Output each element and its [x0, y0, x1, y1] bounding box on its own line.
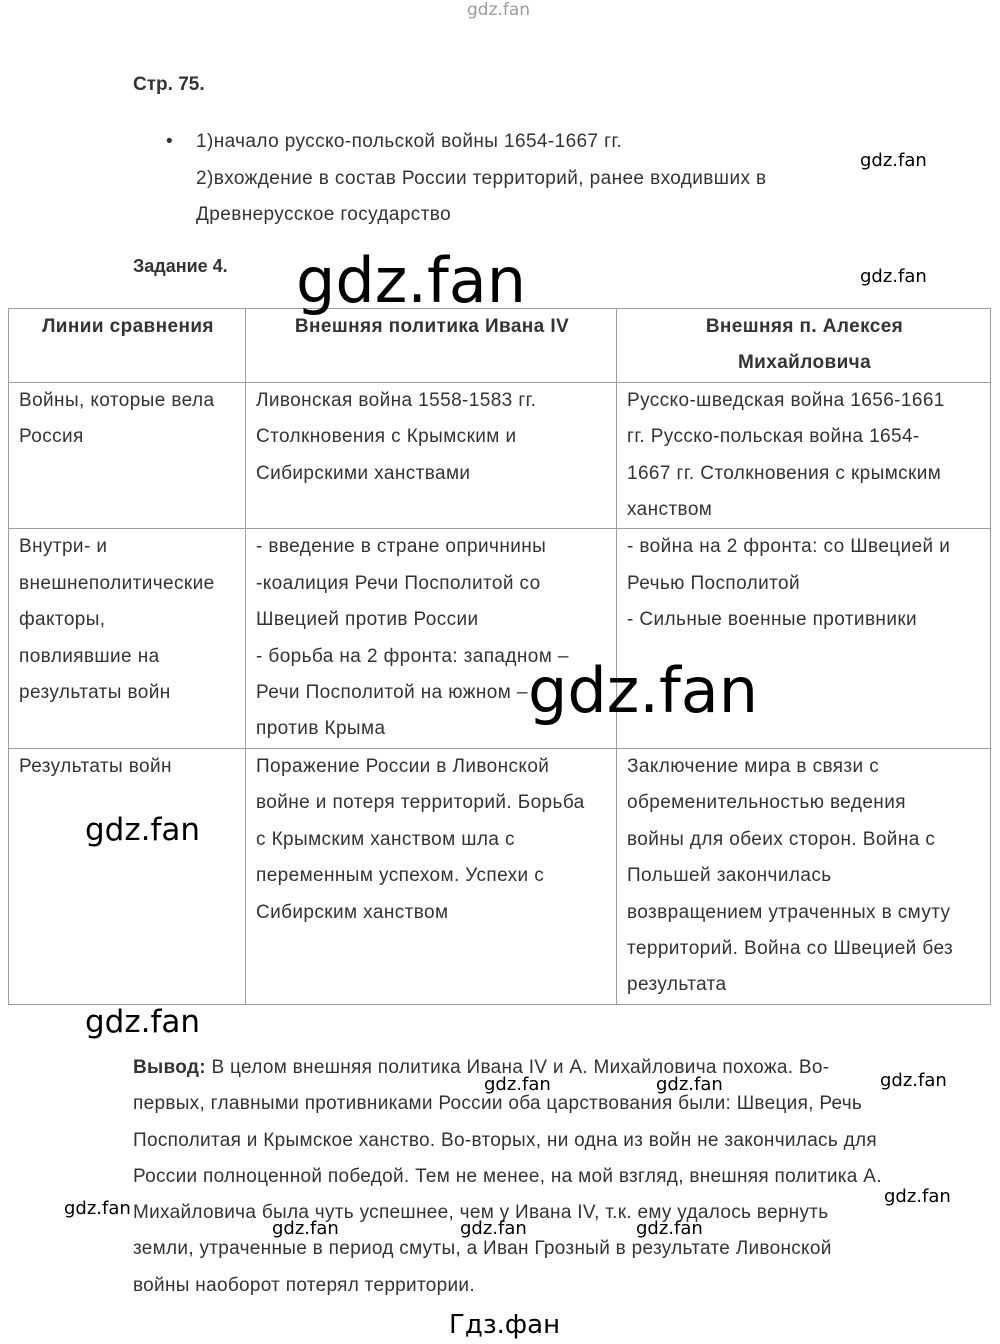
- footer-watermark: Гдз.фан: [449, 1310, 561, 1340]
- cell-line: Поражение России в Ливонской: [256, 755, 550, 777]
- bullet-line: 2)вхождение в состав России территорий, ранее входивших в: [196, 167, 767, 189]
- conclusion-label: Вывод:: [133, 1057, 206, 1078]
- cell-line: повлиявшие на: [19, 645, 160, 667]
- watermark-small: gdz.fan: [460, 1218, 527, 1239]
- watermark-small: gdz.fan: [272, 1218, 339, 1239]
- cell-line: территорий. Война со Швецией без: [627, 937, 954, 959]
- cell-line: Польшей закончилась: [627, 865, 832, 887]
- cell-line: - введение в стране опричнины: [256, 536, 547, 558]
- conclusion-line: войны наоборот потерял территории.: [133, 1274, 475, 1296]
- watermark-small: gdz.fan: [636, 1218, 703, 1239]
- table-cell: [9, 748, 246, 1004]
- watermark-small: gdz.fan: [656, 1074, 723, 1095]
- cell-line: -коалиция Речи Посполитой со: [256, 572, 541, 594]
- cell-line: Внутри- и: [19, 536, 108, 558]
- header-cell: [617, 309, 991, 383]
- header-cell: [246, 309, 617, 383]
- table-cell: [617, 748, 991, 1004]
- cell-line: Результаты войн: [19, 755, 172, 777]
- cell-line: Заключение мира в связи с: [627, 755, 880, 777]
- cell-line: войны для обеих сторон. Война с: [627, 828, 936, 850]
- bullet-line: 1)начало русско-польской войны 1654-1667 гг.: [196, 131, 623, 152]
- header-line: Михайловича: [737, 352, 872, 374]
- conclusion-line: Посполитая и Крымское ханство. Во-вторых, ни одна из войн не закончилась для: [133, 1129, 878, 1151]
- cell-line: Швецией против России: [256, 609, 479, 631]
- cell-line: внешнеполитические: [19, 572, 215, 594]
- bullet-text: [196, 124, 876, 234]
- watermark-small: gdz.fan: [484, 1074, 551, 1095]
- cell-line: Россия: [19, 426, 84, 448]
- cell-line: обременительностью ведения: [627, 792, 906, 814]
- conclusion-line: земли, утраченные в период смуты, а Иван Грозный в результате Ливонской: [133, 1238, 832, 1260]
- cell-line: результаты войн: [19, 682, 171, 704]
- cell-line: возвращением утраченных в смуту: [627, 901, 951, 923]
- cell-line: против Крыма: [256, 718, 386, 740]
- cell-line: факторы,: [19, 609, 106, 631]
- cell-line: переменным успехом. Успехи с: [256, 865, 545, 887]
- watermark-medium: gdz.fan: [85, 1004, 201, 1040]
- table-cell: [246, 748, 617, 1004]
- task-label: Задание 4.: [133, 256, 228, 276]
- watermark-small: gdz.fan: [64, 1198, 131, 1219]
- cell-line: Ливонская война 1558-1583 гг.: [256, 389, 537, 411]
- conclusion-line: Михайловича была чуть успешнее, чем у Ивана IV, т.к. ему удалось вернуть: [133, 1202, 829, 1224]
- table-cell: [9, 529, 246, 748]
- cell-line: Речи Посполитой на южном –: [256, 682, 528, 704]
- watermark-small: gdz.fan: [880, 1070, 947, 1091]
- cell-line: войне и потеря территорий. Борьба: [256, 792, 585, 814]
- table-row: [9, 382, 991, 529]
- watermark-small: gdz.fan: [860, 150, 927, 171]
- cell-line: Речью Посполитой: [627, 572, 801, 594]
- header-cell: [9, 309, 246, 383]
- bullet-icon: •: [166, 131, 173, 152]
- comparison-table: [8, 308, 991, 1005]
- table-cell: [246, 382, 617, 529]
- page-label: Стр. 75.: [133, 74, 205, 95]
- cell-line: Русско-шведская война 1656-1661: [627, 389, 945, 411]
- conclusion-line: первых, главными противниками России оба царствования были: Швеция, Речь: [133, 1093, 863, 1115]
- watermark-large: gdz.fan: [296, 244, 527, 317]
- cell-line: Войны, которые вела: [19, 389, 215, 411]
- conclusion-line: России полноценной победой. Тем не менее, на мой взгляд, внешняя политика А.: [133, 1165, 882, 1187]
- watermark-medium: gdz.fan: [85, 812, 201, 848]
- watermark-small: gdz.fan: [860, 266, 927, 287]
- cell-line: - война на 2 фронта: со Швецией и: [627, 536, 951, 558]
- cell-line: Столкновения с Крымским и: [256, 426, 517, 448]
- table-header-row: [9, 309, 991, 383]
- conclusion-first-line: В целом внешняя политика Ивана IV и А. Михайловича похожа. Во-: [205, 1057, 830, 1078]
- cell-line: результата: [627, 974, 727, 996]
- header-line: Внешняя п. Алексея: [705, 316, 904, 337]
- header-line: Линии сравнения: [42, 316, 214, 337]
- watermark-top: gdz.fan: [467, 0, 531, 20]
- table-row: [9, 748, 991, 1004]
- cell-line: - Сильные военные противники: [627, 609, 918, 631]
- cell-line: 1667 гг. Столкновения с крымским: [627, 462, 942, 484]
- table-row: [9, 529, 991, 748]
- cell-line: Сибирскими ханствами: [256, 462, 471, 484]
- table-cell: [9, 382, 246, 529]
- bullet-line: Древнерусское государство: [196, 204, 452, 225]
- cell-line: - борьба на 2 фронта: западном –: [256, 645, 569, 667]
- table-cell: [617, 382, 991, 529]
- cell-line: Сибирским ханством: [256, 901, 449, 923]
- watermark-small: gdz.fan: [884, 1186, 951, 1207]
- cell-line: ханством: [627, 499, 713, 521]
- cell-line: гг. Русско-польская война 1654-: [627, 426, 920, 448]
- watermark-large: gdz.fan: [528, 654, 759, 727]
- header-line: Внешняя политика Ивана IV: [294, 316, 570, 337]
- cell-line: с Крымским ханством шла с: [256, 828, 515, 850]
